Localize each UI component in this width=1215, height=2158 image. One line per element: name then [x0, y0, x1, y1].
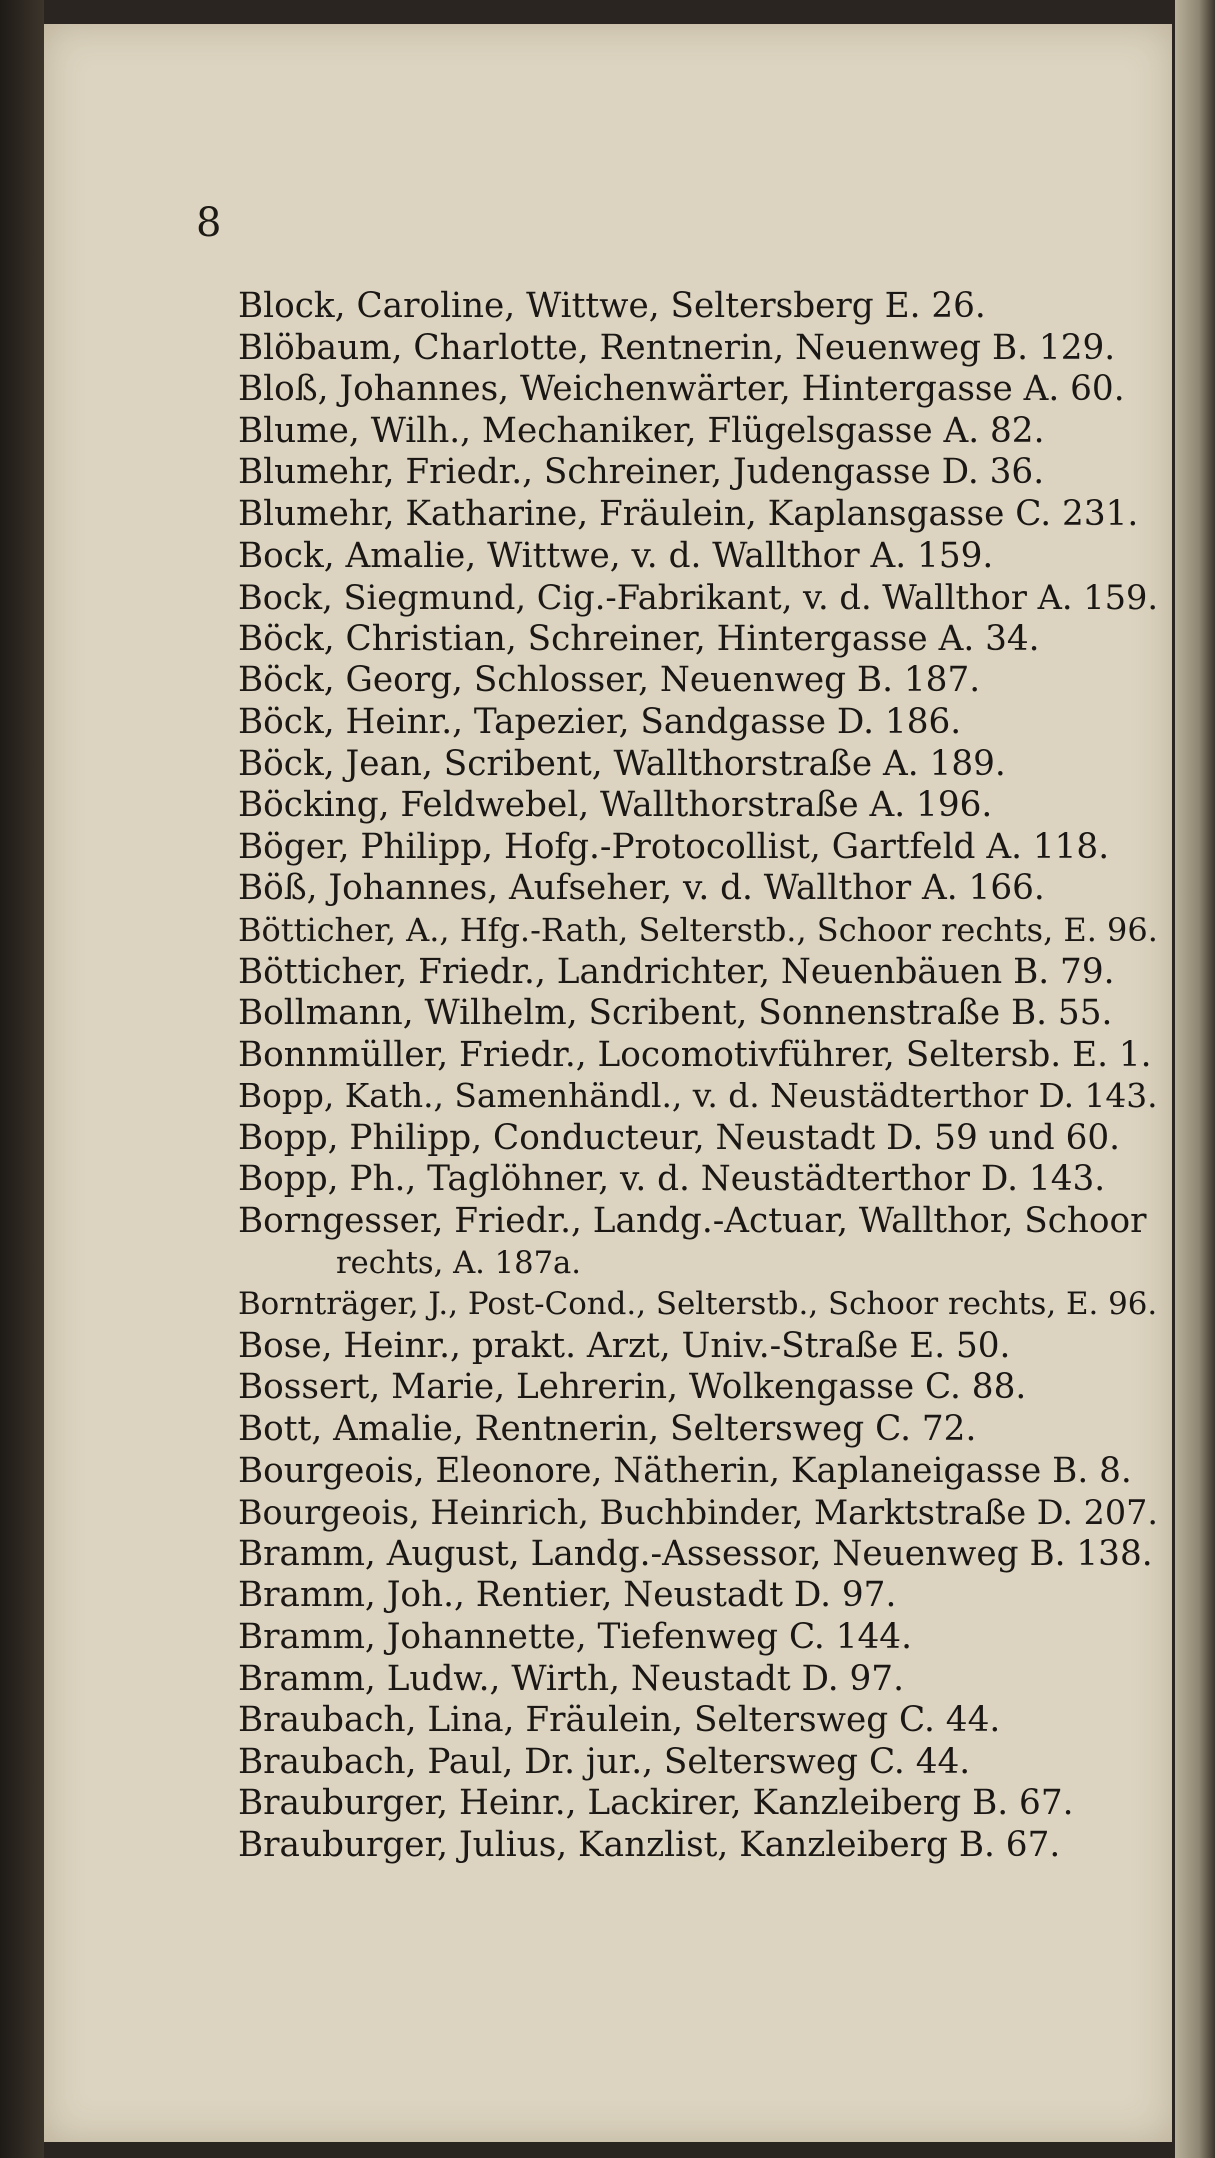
directory-entry: Bossert, Marie, Lehrerin, Wolkengasse C. 88.	[238, 1367, 1027, 1408]
directory-entry: Bott, Amalie, Rentnerin, Seltersweg C. 72.	[238, 1409, 977, 1450]
directory-entry: Borngesser, Friedr., Landg.-Actuar, Wallthor, Schoor	[238, 1201, 1147, 1242]
directory-entry: Bock, Amalie, Wittwe, v. d. Wallthor A. 159.	[238, 535, 994, 576]
directory-entry: Brauburger, Julius, Kanzlist, Kanzleiberg B. 67.	[238, 1824, 1061, 1865]
directory-entry: Bonnmüller, Friedr., Locomotivführer, Seltersb. E. 1.	[238, 1034, 1152, 1075]
directory-entry: Bloß, Johannes, Weichenwärter, Hintergasse A. 60.	[238, 369, 1125, 410]
directory-entry: Bopp, Ph., Taglöhner, v. d. Neustädterthor D. 143.	[238, 1159, 1106, 1200]
directory-entry: Braubach, Paul, Dr. jur., Seltersweg C. 44.	[238, 1741, 971, 1782]
directory-entry: Bock, Siegmund, Cig.-Fabrikant, v. d. Wallthor A. 159.	[238, 578, 1159, 618]
directory-entry: Bramm, Ludw., Wirth, Neustadt D. 97.	[238, 1658, 904, 1699]
directory-entry: Blume, Wilh., Mechaniker, Flügelsgasse A. 82.	[238, 410, 1045, 451]
directory-entry: Bourgeois, Eleonore, Nätherin, Kaplaneigasse B. 8.	[238, 1450, 1132, 1491]
directory-entry: Bopp, Kath., Samenhändl., v. d. Neustädterthor D. 143.	[238, 1077, 1158, 1116]
directory-entry: Bötticher, A., Hfg.-Rath, Selterstb., Schoor rechts, E. 96.	[238, 910, 1158, 949]
directory-entry: Böck, Christian, Schreiner, Hintergasse A. 34.	[238, 618, 1040, 659]
directory-entry: Block, Caroline, Wittwe, Seltersberg E. 26.	[238, 286, 986, 326]
directory-entry-continuation: rechts, A. 187a.	[336, 1245, 582, 1281]
directory-entry: Bopp, Philipp, Conducteur, Neustadt D. 59 und 60.	[238, 1117, 1121, 1158]
directory-entry: Blumehr, Katharine, Fräulein, Kaplansgasse C. 231.	[238, 493, 1139, 534]
directory-entry: Brauburger, Heinr., Lackirer, Kanzleiberg B. 67.	[238, 1783, 1074, 1824]
page-edge	[1175, 0, 1215, 2158]
directory-entry: Böck, Heinr., Tapezier, Sandgasse D. 186.	[238, 701, 962, 742]
directory-entry: Böck, Georg, Schlosser, Neuenweg B. 187.	[238, 660, 981, 701]
directory-entry: Bramm, Joh., Rentier, Neustadt D. 97.	[238, 1575, 897, 1616]
directory-entry: Bötticher, Friedr., Landrichter, Neuenbäuen B. 79.	[238, 951, 1115, 992]
directory-entry: Böcking, Feldwebel, Wallthorstraße A. 196.	[238, 785, 993, 826]
directory-entry: Böß, Johannes, Aufseher, v. d. Wallthor A. 166.	[238, 868, 1045, 909]
directory-entry: Braubach, Lina, Fräulein, Seltersweg C. 44.	[238, 1700, 1001, 1741]
directory-entry: Böck, Jean, Scribent, Wallthorstraße A. 189.	[238, 743, 1006, 784]
book-gutter	[0, 0, 44, 2158]
directory-entry: Blumehr, Friedr., Schreiner, Judengasse D. 36.	[238, 452, 1045, 493]
directory-entry: Bose, Heinr., prakt. Arzt, Univ.-Straße E. 50.	[238, 1325, 1011, 1366]
directory-entry: Blöbaum, Charlotte, Rentnerin, Neuenweg B. 129.	[238, 327, 1116, 368]
directory-entry: Bramm, August, Landg.-Assessor, Neuenweg B. 138.	[238, 1533, 1153, 1574]
page-number: 8	[196, 200, 222, 246]
directory-entry: Bollmann, Wilhelm, Scribent, Sonnenstraße B. 55.	[238, 993, 1113, 1034]
directory-entry: Böger, Philipp, Hofg.-Protocollist, Gartfeld A. 118.	[238, 826, 1110, 867]
directory-entry: Bornträger, J., Post-Cond., Selterstb., Schoor rechts, E. 96.	[238, 1286, 1158, 1323]
directory-entries	[238, 286, 1178, 1867]
directory-entry: Bramm, Johannette, Tiefenweg C. 144.	[238, 1617, 912, 1657]
directory-entry: Bourgeois, Heinrich, Buchbinder, Marktstraße D. 207.	[238, 1493, 1158, 1533]
